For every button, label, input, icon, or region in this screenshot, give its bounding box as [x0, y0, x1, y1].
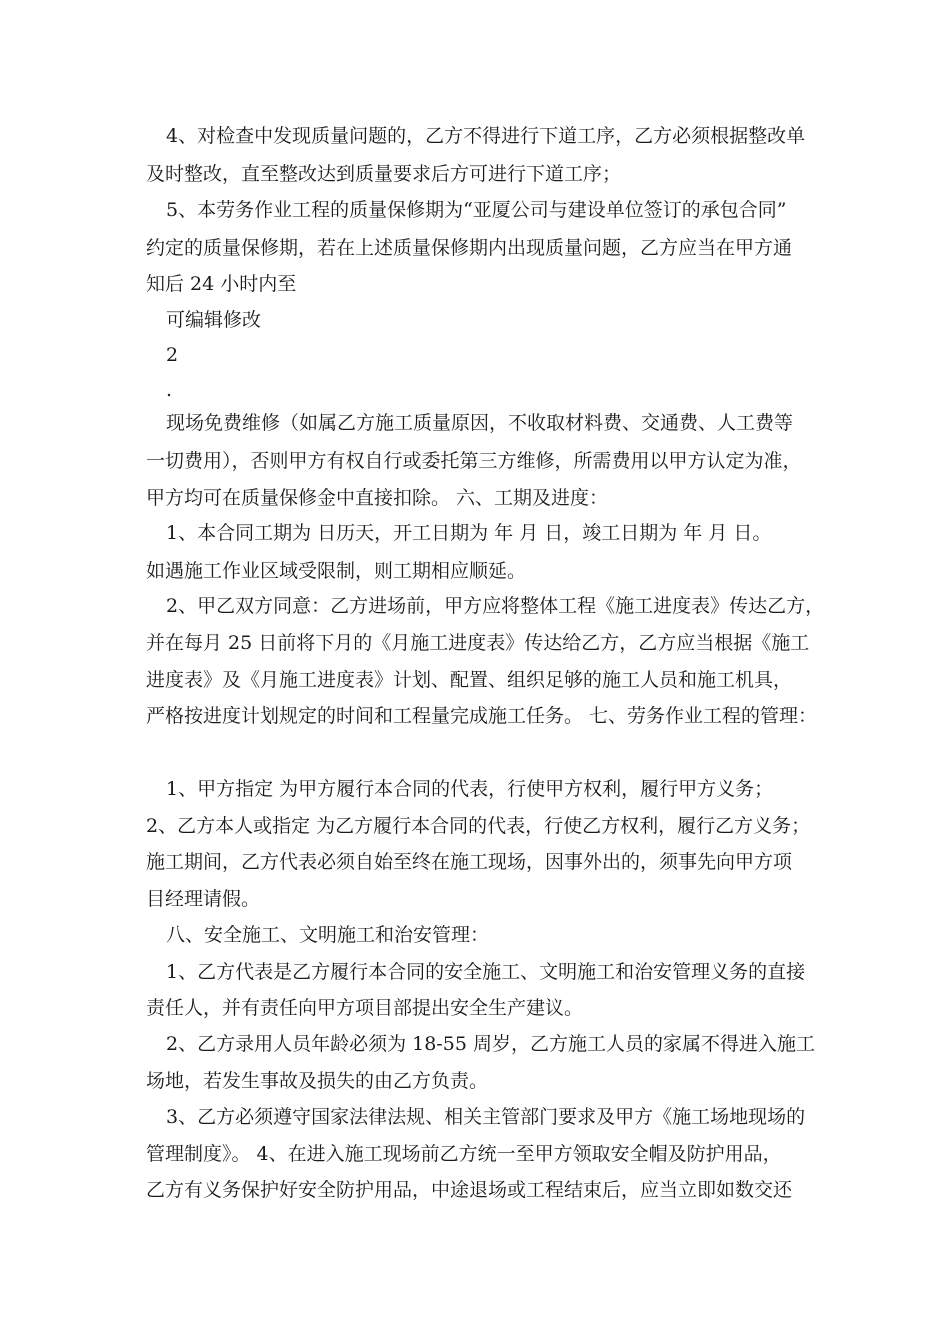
text-line: 施工期间，乙方代表必须自始至终在施工现场，因事外出的，须事先向甲方项 — [146, 851, 793, 873]
text-line: 2、乙方本人或指定 为乙方履行本合同的代表，行使乙方权利，履行乙方义务； — [146, 815, 811, 837]
text-line: 责任人，并有责任向甲方项目部提出安全生产建议。 — [146, 997, 584, 1019]
text-line: 一切费用），否则甲方有权自行或委托第三方维修，所需费用以甲方认定为准， — [146, 450, 802, 472]
text-line: 1、甲方指定 为甲方履行本合同的代表，行使甲方权利，履行甲方义务； — [166, 778, 774, 800]
text-line: 严格按进度计划规定的时间和工程量完成施工任务。 七、劳务作业工程的管理： — [146, 705, 818, 727]
text-line: 管理制度》。 4、在进入施工现场前乙方统一至甲方领取安全帽及防护用品， — [146, 1143, 782, 1165]
text-line: 知后 24 小时内至 — [146, 273, 297, 295]
text-line: 2、乙方录用人员年龄必须为 18-55 周岁，乙方施工人员的家属不得进入施工 — [166, 1033, 815, 1055]
text-line: 4、对检查中发现质量问题的，乙方不得进行下道工序，乙方必须根据整改单 — [166, 125, 806, 147]
text-line: 1、乙方代表是乙方履行本合同的安全施工、文明施工和治安管理义务的直接 — [166, 961, 806, 983]
text-line: 1、本合同工期为 日历天，开工日期为 年 月 日，竣工日期为 年 月 日。 — [166, 522, 772, 544]
text-line: 乙方有义务保护好安全防护用品，中途退场或工程结束后，应当立即如数交还 — [146, 1179, 793, 1201]
text-line: 约定的质量保修期，若在上述质量保修期内出现质量问题，乙方应当在甲方通 — [146, 237, 793, 259]
text-line: 如遇施工作业区域受限制，则工期相应顺延。 — [146, 560, 527, 582]
text-line: 2、甲乙双方同意：乙方进场前，甲方应将整体工程《施工进度表》传达乙方， — [166, 595, 825, 617]
text-line: 目经理请假。 — [146, 888, 261, 910]
text-line: . — [166, 379, 173, 401]
text-line: 并在每月 25 日前将下月的《月施工进度表》传达给乙方，乙方应当根据《施工 — [146, 632, 810, 654]
text-line: 3、乙方必须遵守国家法律法规、相关主管部门要求及甲方《施工场地现场的 — [166, 1106, 806, 1128]
text-line: 可编辑修改 — [166, 309, 262, 331]
text-line: 进度表》及《月施工进度表》计划、配置、组织足够的施工人员和施工机具， — [146, 669, 793, 691]
text-line: 八、安全施工、文明施工和治安管理： — [166, 924, 490, 946]
text-line: 场地，若发生事故及损失的由乙方负责。 — [146, 1070, 489, 1092]
text-line: 5、本劳务作业工程的质量保修期为“亚厦公司与建设单位签订的承包合同” — [166, 199, 787, 221]
text-line: 现场免费维修（如属乙方施工质量原因，不收取材料费、交通费、人工费等 — [166, 412, 794, 434]
text-line: 甲方均可在质量保修金中直接扣除。 六、工期及进度： — [146, 487, 609, 509]
text-line: 及时整改，直至整改达到质量要求后方可进行下道工序； — [146, 163, 622, 185]
page-number: 2 — [166, 344, 179, 366]
